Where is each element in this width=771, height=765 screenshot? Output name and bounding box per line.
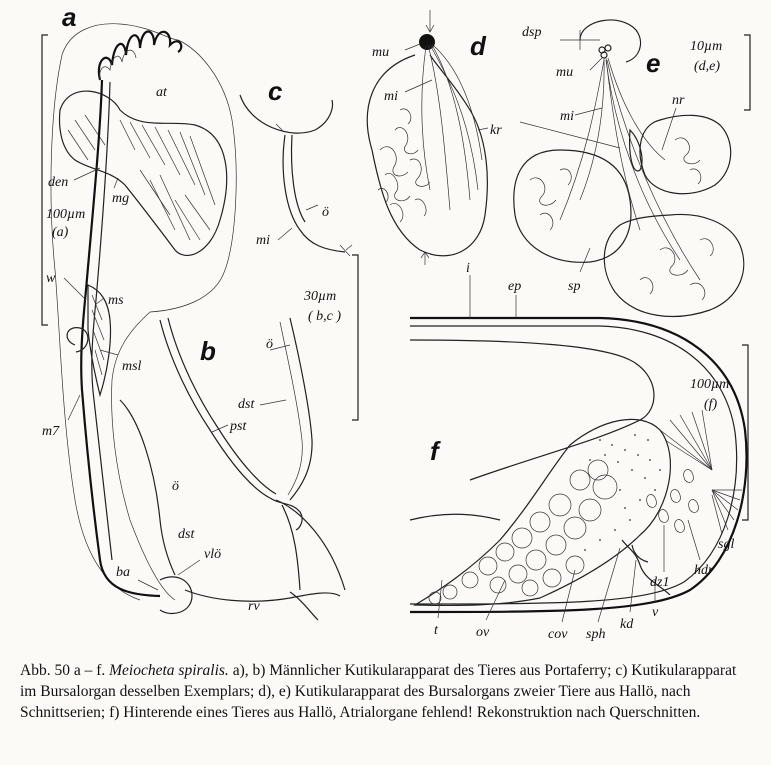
- label-dst-b: dst: [238, 397, 255, 412]
- leader-sp: [580, 248, 590, 272]
- label-i: i: [466, 261, 470, 276]
- germarium-cells: [429, 460, 617, 604]
- label-sp: sp: [568, 279, 581, 294]
- leader-mu-d: [405, 44, 420, 50]
- lobe-e-left: [514, 150, 631, 262]
- dsp-bulb: [580, 20, 641, 62]
- mu-e-dot2: [605, 45, 611, 51]
- bulb-ba: [160, 577, 192, 614]
- label-hdr: hdr: [694, 563, 714, 578]
- caption-text: a), b) Männlicher Kutikularapparat des Tieres aus Portaferry; c) Kutikularapparat im Bursalorgan desselben Exemplars; d), e) Kutikularapparat des Bursalorgans zweier Tiere aus Hallö, nach Schnittserien; f) Hinterende eines Tieres aus Hallö, Atrialorgane fehlend! Rekonstruktion nach Querschnitten.: [20, 662, 737, 721]
- label-v: v: [652, 605, 659, 620]
- label-mi-d: mi: [384, 89, 398, 104]
- leader-mi-e: [575, 108, 602, 115]
- label-mg: mg: [112, 191, 130, 206]
- leader-ov: [486, 580, 505, 620]
- label-ep: ep: [508, 279, 522, 294]
- label-mu-d: mu: [372, 45, 390, 60]
- label-mu-e: mu: [556, 65, 574, 80]
- nerve-fibers-d: [422, 45, 482, 210]
- label-dsp: dsp: [522, 25, 542, 40]
- scale-f-panel: (f): [704, 397, 718, 412]
- leader-mi-d: [405, 80, 432, 92]
- intestine: [410, 340, 654, 480]
- cuticle-c: [283, 135, 345, 252]
- label-dst-a: dst: [178, 527, 195, 542]
- scale-a-panel: (a): [52, 225, 69, 240]
- leader-hdr: [688, 520, 700, 560]
- label-m7: m7: [42, 424, 60, 439]
- male-duct-secondary: [92, 82, 112, 560]
- leader-sgl: [712, 495, 722, 534]
- muscle-cap-d: [419, 34, 435, 50]
- label-dz1: dz1: [650, 575, 670, 590]
- duct-b-end: [290, 592, 318, 620]
- label-w: w: [46, 271, 56, 286]
- label-oe-c: ö: [322, 205, 329, 220]
- leader-mu-e: [590, 58, 602, 70]
- atrial-sac-hatching: [68, 115, 215, 240]
- label-vloe: vlö: [204, 547, 222, 562]
- leader-oe-c: [306, 205, 318, 210]
- leader-nr: [662, 108, 676, 150]
- caption-species: Meiocheta spiralis.: [109, 662, 229, 679]
- panel-letter-c: c: [268, 76, 283, 106]
- duct-rv: [185, 590, 340, 601]
- scale-f-value: 100µm: [690, 377, 730, 392]
- label-t: t: [434, 623, 438, 638]
- duct-pst-inner: [168, 318, 276, 494]
- label-pst: pst: [230, 419, 247, 434]
- lobe-e-bottom: [604, 214, 743, 316]
- scale-bc-panel: ( b,c ): [308, 309, 342, 324]
- scale-a-value: 100µm: [46, 207, 86, 222]
- panel-a-drawing: [42, 24, 340, 614]
- leader-sph: [598, 548, 620, 622]
- scale-bc-value: 30µm: [304, 289, 337, 304]
- arrow-c: [340, 245, 352, 256]
- scale-de-panel: (d,e): [694, 59, 721, 74]
- label-oe-a: ö: [172, 479, 179, 494]
- panel-letter-d: d: [470, 31, 486, 61]
- duct-loop: [67, 328, 88, 352]
- body-wall-inner: [410, 326, 737, 604]
- leader-cov: [562, 570, 575, 622]
- atrial-sac: [60, 91, 227, 255]
- leader-oe-b: [270, 345, 290, 350]
- label-sgl: sgl: [718, 537, 735, 552]
- leader-kr-e: [520, 122, 620, 148]
- panel-c-drawing: [240, 95, 352, 256]
- panel-letter-b: b: [200, 336, 216, 366]
- bursa-d: [367, 55, 487, 256]
- label-ms: ms: [108, 293, 124, 308]
- testis-outline: [410, 514, 500, 520]
- label-ov: ov: [476, 625, 490, 640]
- shell-gland-drops: [647, 470, 699, 533]
- leader-mg: [114, 178, 118, 188]
- scale-de-value: 10µm: [690, 39, 723, 54]
- label-nr: nr: [672, 93, 685, 108]
- cuticle-c-inner: [292, 135, 305, 222]
- leader-ba: [138, 580, 158, 590]
- leader-w: [64, 278, 86, 300]
- label-ba: ba: [116, 565, 130, 580]
- scale-bar-de: [744, 35, 750, 110]
- figure-caption: [20, 660, 755, 723]
- dsp-cross: [560, 30, 600, 50]
- panel-letter-f: f: [430, 436, 439, 466]
- arrow-d-top: [426, 10, 434, 32]
- label-mi-c: mi: [256, 233, 270, 248]
- label-rv: rv: [248, 599, 260, 614]
- label-kd: kd: [620, 617, 634, 632]
- label-cov: cov: [548, 627, 568, 642]
- leader-m7: [68, 395, 80, 420]
- nerve-fibers-e: [560, 58, 700, 280]
- leader-mi-c: [278, 228, 292, 240]
- label-mi-e: mi: [560, 109, 574, 124]
- duct-dst-b: [290, 318, 312, 500]
- leader-vloe: [178, 560, 200, 575]
- label-den: den: [48, 175, 69, 190]
- duct-dst-b-inner: [280, 322, 302, 495]
- lobe-e-right: [640, 115, 731, 193]
- duct-oe: [120, 400, 175, 575]
- label-sph: sph: [586, 627, 606, 642]
- bursa-outline-c: [240, 95, 332, 133]
- panel-letter-a: a: [62, 2, 77, 32]
- label-oe-b: ö: [266, 337, 273, 352]
- germarium-stipple: [584, 434, 661, 551]
- spiral-coil: [99, 32, 181, 81]
- panel-letter-e: e: [646, 48, 661, 78]
- arrow-d-bottom: [421, 252, 429, 265]
- label-at: at: [156, 85, 167, 100]
- muscle-sheath-hatching: [92, 295, 104, 375]
- caption-prefix: Abb. 50 a – f.: [20, 662, 106, 679]
- leader-dst-b: [260, 400, 286, 405]
- label-kr: kr: [490, 123, 502, 138]
- label-msl: msl: [122, 359, 142, 374]
- spiral-coil-inner: [100, 50, 136, 80]
- duct-b-lower2: [282, 505, 300, 590]
- scale-bar-bc: [352, 255, 358, 420]
